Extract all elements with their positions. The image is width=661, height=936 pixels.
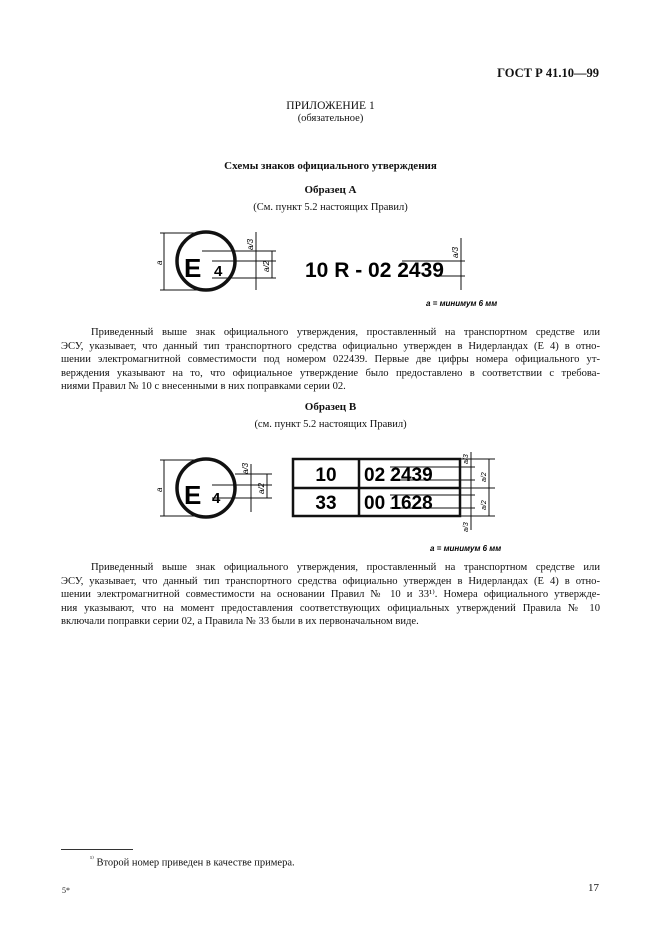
table-cell: 33 (315, 493, 337, 514)
sample-b-diagram (140, 450, 540, 560)
paragraph-line: шении электромагнитной совместимости под номером 022439. Первые две цифры номера официального ут- (61, 354, 600, 365)
min-size-note: a = минимум 6 мм (426, 299, 498, 308)
approval-number: 10 R - 02 2439 (305, 259, 444, 282)
paragraph-line: Приведенный выше знак официального утверждения, проставленный на транспортном средстве или (91, 562, 600, 573)
sample-b-ref: (см. пункт 5.2 настоящих Правил) (254, 419, 407, 430)
table-cell: 00 1628 (364, 493, 433, 514)
footnote-marker: ¹⁾ (90, 855, 94, 863)
footnote-divider (61, 849, 133, 850)
a3-label: a/3 (241, 462, 250, 474)
section-title: Схемы знаков официального утверждения (224, 160, 437, 172)
paragraph-line: шении электромагнитной совместимости на основании Правил № 10 и 33¹⁾. Номера официального утвержде- (61, 589, 600, 600)
paragraph-line: включали поправки серии 02, а Правила № 33 были в их первоначальном виде. (61, 616, 419, 627)
paragraph-line: верждения указывают на то, что официальное утверждение было предоставлено в соответствии с требова- (61, 368, 600, 379)
min-size-note: a = минимум 6 мм (430, 544, 502, 553)
a2-label: a/2 (481, 500, 488, 510)
paragraph-line: ниями Правил № 10 с внесенными в них поправками серии 02. (61, 381, 346, 392)
paragraph-line: ЭСУ, указывает, что данный тип транспортного средства официально утвержден в Нидерландах (E 4) в отно- (61, 341, 600, 352)
e-letter: E (184, 253, 202, 283)
table-cell: 10 (315, 465, 337, 486)
a-label: a (155, 260, 164, 265)
table-cell: 02 2439 (364, 465, 433, 486)
a3-label: a/3 (451, 246, 460, 258)
paragraph-line: Приведенный выше знак официального утверждения, проставленный на транспортном средстве или (91, 327, 600, 338)
sample-a-diagram (140, 220, 540, 320)
appendix-title: ПРИЛОЖЕНИЕ 1 (286, 100, 375, 112)
document-code: ГОСТ Р 41.10—99 (497, 66, 599, 80)
page-number: 17 (588, 882, 599, 894)
a2-label: a/2 (481, 472, 488, 482)
sheet-mark: 5* (62, 886, 70, 895)
footnote (90, 855, 295, 869)
e-letter: E (184, 480, 202, 510)
sample-b-title: Образец B (304, 401, 357, 413)
a-label: a (155, 487, 164, 492)
sample-a-ref: (См. пункт 5.2 настоящих Правил) (253, 202, 408, 213)
a2-label: a/2 (257, 482, 266, 494)
appendix-subtitle: (обязательное) (297, 113, 364, 124)
country-number: 4 (212, 490, 221, 507)
a3-label: a/3 (463, 454, 470, 464)
a3-label: a/3 (463, 522, 470, 532)
paragraph-line: ЭСУ, указывает, что данный тип транспортного средства официально утвержден в Нидерландах (E 4) в отно- (61, 576, 600, 587)
paragraph-line: ния указывают, что на момент предоставления соответствующих официальных утверждений Правила № 10 (61, 603, 600, 614)
footnote-text: Второй номер приведен в качестве примера. (96, 857, 295, 869)
a3-label: a/3 (246, 238, 255, 250)
country-number: 4 (214, 263, 223, 280)
sample-a-title: Образец A (304, 184, 357, 196)
a2-label: a/2 (262, 260, 271, 272)
